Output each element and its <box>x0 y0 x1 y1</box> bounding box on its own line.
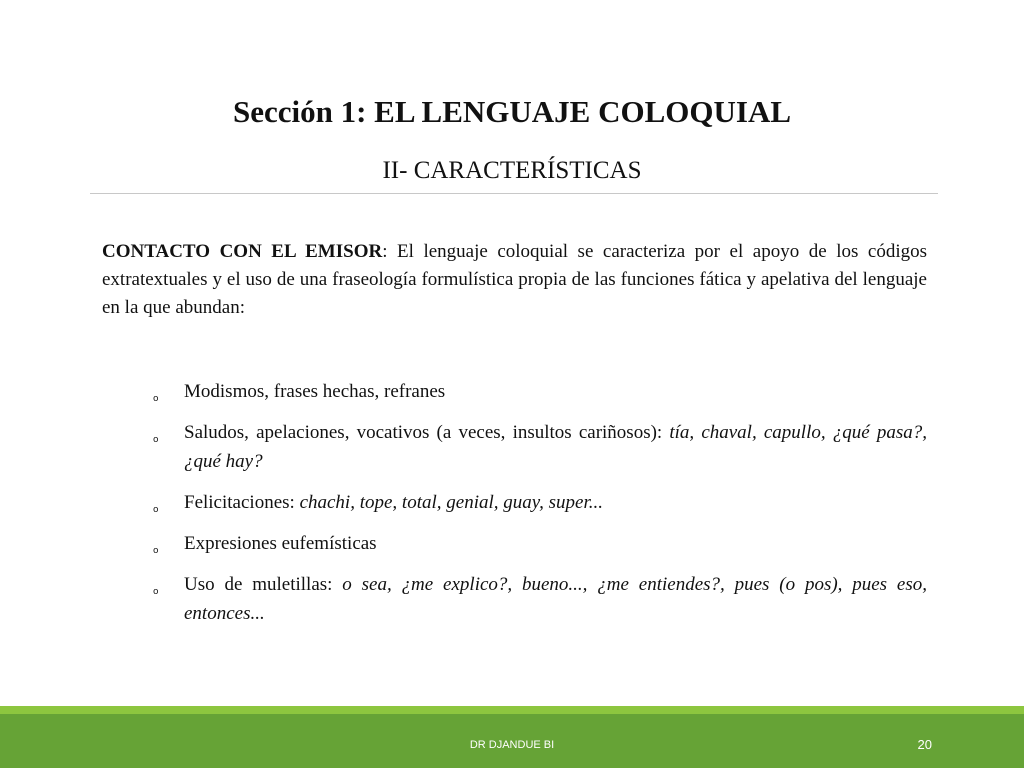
bullet-text: Uso de muletillas: <box>184 574 343 595</box>
footer-author: DR DJANDUE BI <box>469 739 555 751</box>
bullet-examples: o sea, ¿me explico?, bueno..., ¿me entiendes?, pues (o pos), pues eso, entonces... <box>184 574 927 624</box>
list-item <box>150 488 927 517</box>
bullet-text: Felicitaciones: <box>184 492 300 513</box>
footer-accent-bar <box>0 706 1024 714</box>
bullet-marker-icon: o <box>153 587 159 597</box>
list-item <box>150 529 927 558</box>
slide-title: Sección 1: EL LENGUAJE COLOQUIAL <box>232 94 792 129</box>
bullet-marker-icon: o <box>153 394 159 404</box>
title-divider <box>90 193 938 194</box>
list-item <box>150 377 927 406</box>
bullet-examples: chachi, tope, total, genial, guay, super... <box>299 492 603 513</box>
intro-text: : El lenguaje coloquial se caracteriza por el apoyo de los códigos extratextuales y el uso de una fraseología formulística propia de las funciones fática y apelativa del lenguaje en la que abundan: <box>102 241 928 318</box>
intro-label: CONTACTO CON EL EMISOR <box>102 241 383 262</box>
bullet-marker-icon: o <box>153 546 159 556</box>
bullet-marker-icon: o <box>153 505 159 515</box>
page-number: 20 <box>917 737 932 752</box>
list-item <box>150 418 927 476</box>
bullet-list <box>150 377 927 640</box>
slide-subtitle: II- CARACTERÍSTICAS <box>382 157 642 184</box>
bullet-text: Modismos, frases hechas, refranes <box>184 381 446 402</box>
bullet-text: Expresiones eufemísticas <box>184 533 377 554</box>
bullet-examples: tía, chaval, capullo, ¿qué pasa?, ¿qué hay? <box>184 422 927 472</box>
bullet-text: Saludos, apelaciones, vocativos (a veces, insultos cariñosos): <box>184 422 670 443</box>
list-item <box>150 570 927 628</box>
intro-paragraph <box>102 238 927 322</box>
bullet-marker-icon: o <box>153 435 159 445</box>
